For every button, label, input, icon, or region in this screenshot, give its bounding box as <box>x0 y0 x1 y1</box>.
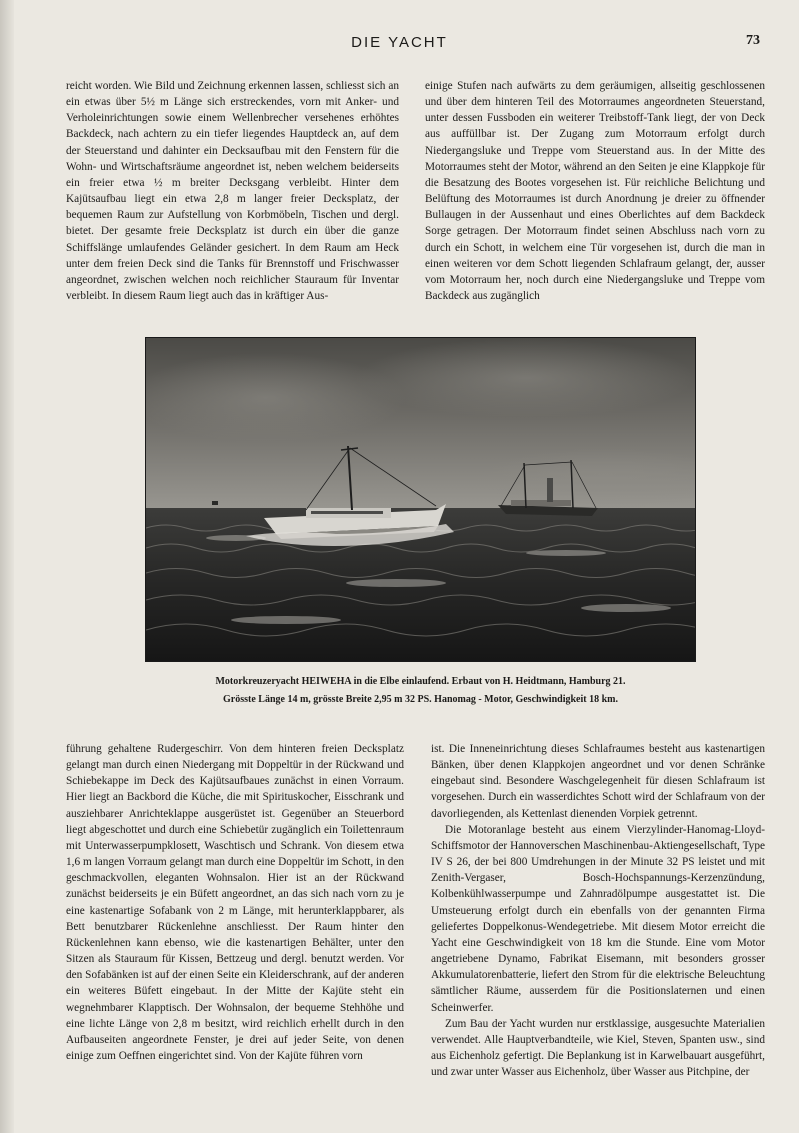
running-header-title: DIE YACHT <box>351 34 448 51</box>
text-column-top-right <box>425 78 765 304</box>
figure-caption-line-2: Grösste Länge 14 m, grösste Breite 2,95 m 32 PS. Hanomag - Motor, Geschwindigkeit 18 km. <box>223 694 618 705</box>
page-number: 73 <box>746 33 760 48</box>
text-column-bottom-right <box>431 741 765 1080</box>
paragraph: Zum Bau der Yacht wurden nur erstklassige, ausgesuchte Materialien verwendet. Alle Hauptverbandteile, wie Kiel, Steven, Spanten usw., sind aus Eichenholz gefertigt. Die Beplankung ist in Karwelbauart ausgeführt, und zwar unter Wasser aus Eichenholz, über Wasser aus Pitchpine, der <box>431 1017 765 1079</box>
text-column-bottom-left <box>66 741 404 1064</box>
page-gutter-shadow <box>0 0 14 1133</box>
figure-caption-line-1: Motorkreuzeryacht HEIWEHA in die Elbe einlaufend. Erbaut von H. Heidtmann, Hamburg 21. <box>215 676 626 687</box>
text-column-top-left <box>66 78 399 304</box>
paragraph: ist. Die Inneneinrichtung dieses Schlafraumes besteht aus kastenartigen Bänken, über denen Klappkojen angeordnet und vor denen Schränke eingebaut sind. Besondere Waschgelegenheit für diesen Schlafraum ist vorgesehen. Durch ein wasserdichtes Schott wird der Schlafraum von der davorliegenden, als Kettenlast dienenden Vorpiek getrennt. <box>431 743 765 820</box>
paragraph: Die Motoranlage besteht aus einem Vierzylinder-Hanomag-Lloyd-Schiffsmotor der Hannoverschen Maschinenbau-Aktiengesellschaft, Type IV S 26, der bei 800 Umdrehungen in der Minute 32 PS leistet und mit Zenith-Vergaser, Bosch-Hochspannungs-Kerzenzündung, Kolbenkühlwasserpumpe und Zahnradölpumpe ausgestattet ist. Die Umsteuerung erfolgt durch ein ebenfalls von der genannten Firma geliefertes Doppelkonus-Wendegetriebe. Mit diesem Motor erreicht die Yacht eine Geschwindigkeit von 18 km die Stunde. Eine vom Motor angetriebene Dynamo, Fabrikat Eisemann, mit besonders grosser Akkumulatorenbatterie, liefert den Strom für die elektrische Beleuchtung sämtlicher Räume, ausserdem für die Positionslaternen und einen Scheinwerfer. <box>431 823 765 1014</box>
yacht-photograph <box>146 338 695 661</box>
yacht-photo-illustration <box>146 338 695 661</box>
paragraph: führung gehaltene Rudergeschirr. Von dem hinteren freien Decksplatz gelangt man durch einen Niedergang mit Doppeltür in der Rückwand und Schiebekappe im Deck des Kajütsaufbaues zunächst in einen Vorraum. Hier liegt an Backbord die Küche, die mit Spirituskocher, Eisschrank und ausziehbarer Anrichteklappe ausgerüstet ist. Gegenüber an Steuerbord liegt abgeschottet und durch eine Schiebetür zugänglich ein Toilettenraum mit Unterwasserpumpklosett, Waschtisch und Schrank. Von diesem etwa 1,6 m langen Vorraum gelangt man durch eine Doppeltür im Schott, in den geschmackvollen, eleganten Wohnsalon. Hier ist an der Rückwand zunächst beiderseits je ein Büfett angeordnet, an das sich nach vorn zu je eine kastenartige Sofabank von 2 m Länge, mit herunterklappbarer, als Bett benutzbarer Rückenlehne anschliesst. Der Raum hinter den Rückenlehnen kann ebenso, wie die kastenartigen Behälter, unter den Sitzen als Stauraum für Kissen, Bettzeug und dergl. benutzt werden. Vor den Sofabänken ist auf der einen Seite ein Kleiderschrank, auf der anderen ein weiteres Büfett eingebaut. In der Mitte der Kajüte steht ein wegnehmbarer Klapptisch. Der Wohnsalon, der bequeme Stehhöhe und eine lichte Länge von 2,8 m besitzt, wird reichlich erhellt durch in den Aufbauseiten angeordnete Fenster, je drei auf jeder Seite, von denen einige zum Oeffnen eingerichtet sind. Von der Kajüte führen vorn <box>66 743 404 1062</box>
paragraph: einige Stufen nach aufwärts zu dem geräumigen, allseitig geschlossenen und über dem hinteren Teil des Motorraumes angeordneten Steuerstand, unter dessen Fussboden ein weiterer Treibstoff-Tank liegt, der von Deck aus auffüllbar ist. Der Zugang zum Motorraum erfolgt durch Niedergangsluke und Treppe vom Steuerstand aus. In der Mitte des Motorraumes steht der Motor, während an den Seiten je eine Klappkoje für die Besatzung des Bootes vorgesehen ist. Für reichliche Belichtung und Belüftung des Motorraumes ist durch Anordnung je dreier zu öffnender Bullaugen in der Aussenhaut und eines Oberlichtes auf dem Backdeck Sorge getragen. Der Motorraum findet seinen Abschluss nach vorn zu durch ein Schott, in welchem eine Tür vorgesehen ist, durch die man in einen weiteren vor dem Schott liegenden Schlafraum gelangt, der, ausser vom Motorraum her, noch durch eine Niedergangsluke und Treppe vom Backdeck aus zugänglich <box>425 80 765 303</box>
paragraph: reicht worden. Wie Bild und Zeichnung erkennen lassen, schliesst sich an ein etwas über 5½ m Länge sich erstreckendes, vorn mit Anker- und Verholeinrichtungen sowie einem Wellenbrecher versehenes erhöhtes Backdeck, nach achtern zu ein tiefer liegendes Hauptdeck an, auf dem der Steuerstand und dahinter ein Decksaufbau mit den Fenstern für die Wohn- und Wirtschaftsräume angeordnet ist, neben welchem beiderseits ein freier etwa ½ m breiter Decksgang verbleibt. Hinter dem Kajütsaufbau liegt ein etwa 2,8 m langer freier Decksplatz, der bequemen Raum zur Aufstellung von Korbmöbeln, Tischen und dergl. bietet. Der gesamte freie Decksplatz ist durch ein über die ganze Schiffslänge umlaufendes Geländer gesichert. In dem Raum am Heck unter dem freien Deck sind die Tanks für Brennstoff und Frischwasser angeordnet, zwischen welchen noch reichlicher Stauraum für Inventar verbleibt. In diesem Raum liegt auch das in kräftiger Aus- <box>66 80 399 303</box>
